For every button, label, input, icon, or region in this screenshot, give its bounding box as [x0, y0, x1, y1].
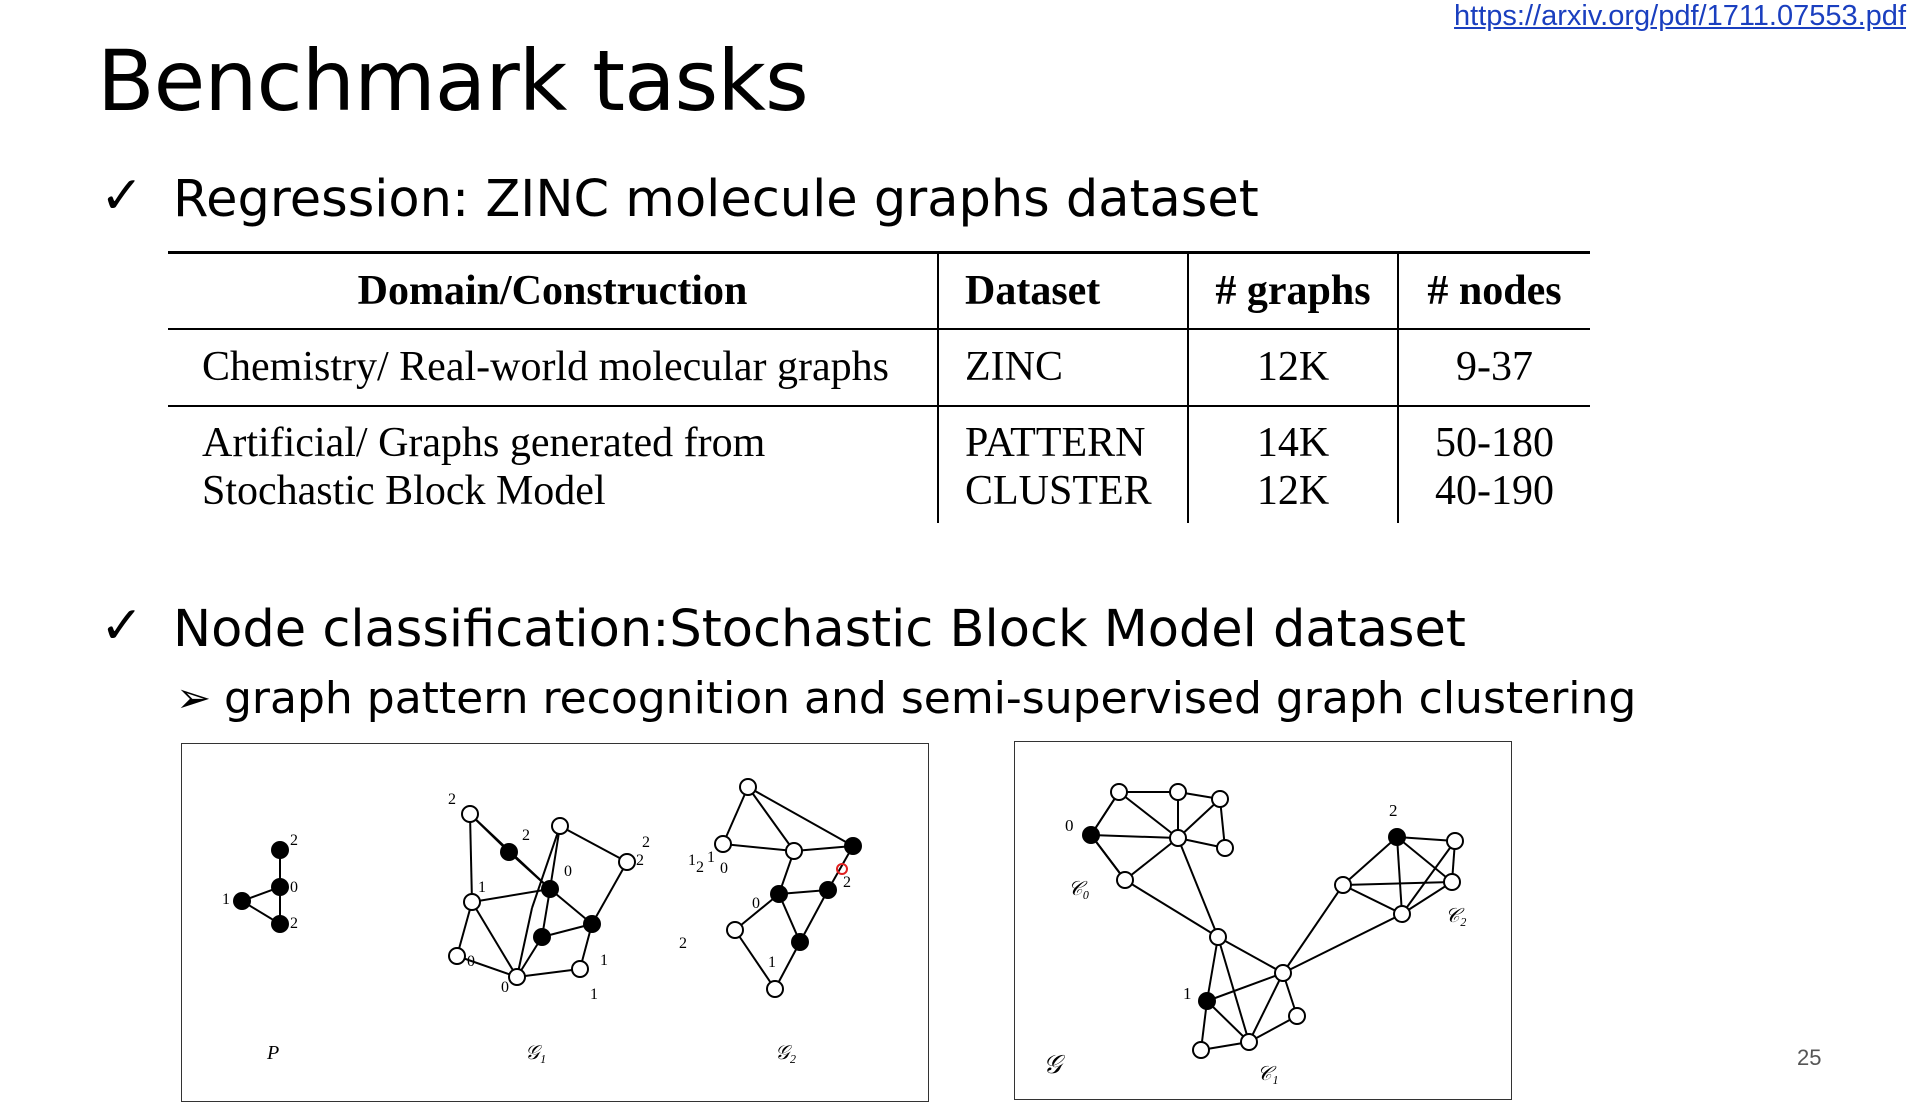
cluster-label-c2: 𝒞₂: [1445, 905, 1467, 927]
node-label: 0: [290, 879, 298, 896]
node-label: 2: [642, 834, 650, 851]
node-label: 2: [679, 935, 687, 952]
cell-nodes: 9-37: [1398, 329, 1590, 406]
cell-graphs: 12K: [1188, 467, 1398, 523]
table-row: [168, 406, 1590, 467]
node-label: 0: [752, 895, 760, 912]
table-row: [168, 467, 1590, 523]
node-label: 0: [501, 979, 509, 996]
cell-dataset: ZINC: [938, 329, 1188, 406]
check-mark-icon: ✓: [100, 596, 144, 656]
node-label: 1: [1183, 984, 1192, 1003]
cell-graphs: 14K: [1188, 406, 1398, 467]
slide-title: Benchmark tasks: [97, 32, 808, 130]
cell-domain: Chemistry/ Real-world molecular graphs: [168, 329, 938, 406]
node-label: 2: [696, 859, 704, 876]
table-row: [168, 329, 1590, 406]
node-label: 2: [290, 915, 298, 932]
header-graphs: # graphs: [1188, 253, 1398, 329]
node-label: 0: [564, 863, 572, 880]
arrow-bullet-icon: ➢: [176, 673, 212, 722]
bullet-text: Node classification:Stochastic Block Model dataset: [173, 600, 1466, 659]
node-label: 2: [290, 832, 298, 849]
node-label: 0: [720, 860, 728, 877]
pattern-graphs-svg: [182, 744, 928, 1101]
node-label: 2: [448, 791, 456, 808]
graph-label: 𝒢: [1043, 1050, 1062, 1079]
bullet-text: Regression: ZINC molecule graphs dataset: [173, 170, 1259, 229]
cell-domain: Stochastic Block Model: [202, 467, 606, 514]
header-dataset: Dataset: [938, 253, 1188, 329]
node-label: 1: [590, 986, 598, 1003]
cluster-label-c1: 𝒞₁: [1257, 1063, 1279, 1085]
panel-label-p: P: [267, 1042, 280, 1064]
pattern-figure: [181, 743, 929, 1102]
node-label: 0: [467, 953, 475, 970]
sub-bullet-text: graph pattern recognition and semi-supervised graph clustering: [224, 673, 1637, 724]
node-label: 2: [843, 874, 851, 891]
cell-dataset: CLUSTER: [938, 467, 1188, 523]
node-label: 1: [600, 952, 608, 969]
node-label: 2: [636, 852, 644, 869]
panel-label-g1: 𝒢₁: [525, 1042, 547, 1064]
header-nodes: # nodes: [1398, 253, 1590, 329]
node-label: 0: [1065, 816, 1074, 835]
cell-nodes: 50-180: [1398, 406, 1590, 467]
cell-domain: Artificial/ Graphs generated from: [202, 419, 766, 466]
cluster-graph-svg: [1015, 742, 1511, 1099]
page-number: 25: [1797, 1045, 1822, 1070]
dataset-table: [168, 251, 1590, 523]
node-label: 1: [768, 954, 776, 971]
panel-label-g2: 𝒢₂: [775, 1042, 797, 1064]
node-label: 2: [522, 827, 530, 844]
table-header-row: [168, 253, 1590, 329]
node-label: 1: [707, 849, 715, 866]
node-label: 1: [222, 891, 230, 908]
node-label: 1: [688, 852, 696, 869]
check-mark-icon: ✓: [100, 166, 144, 226]
cell-dataset: PATTERN: [938, 406, 1188, 467]
cluster-figure: [1014, 741, 1512, 1100]
cluster-label-c0: 𝒞₀: [1068, 878, 1090, 900]
node-label: 2: [1389, 801, 1398, 820]
cell-nodes: 40-190: [1398, 467, 1590, 523]
header-domain: Domain/Construction: [168, 253, 938, 329]
cell-graphs: 12K: [1188, 329, 1398, 406]
paper-link[interactable]: https://arxiv.org/pdf/1711.07553.pdf: [1454, 0, 1906, 32]
node-label: 1: [478, 879, 486, 896]
